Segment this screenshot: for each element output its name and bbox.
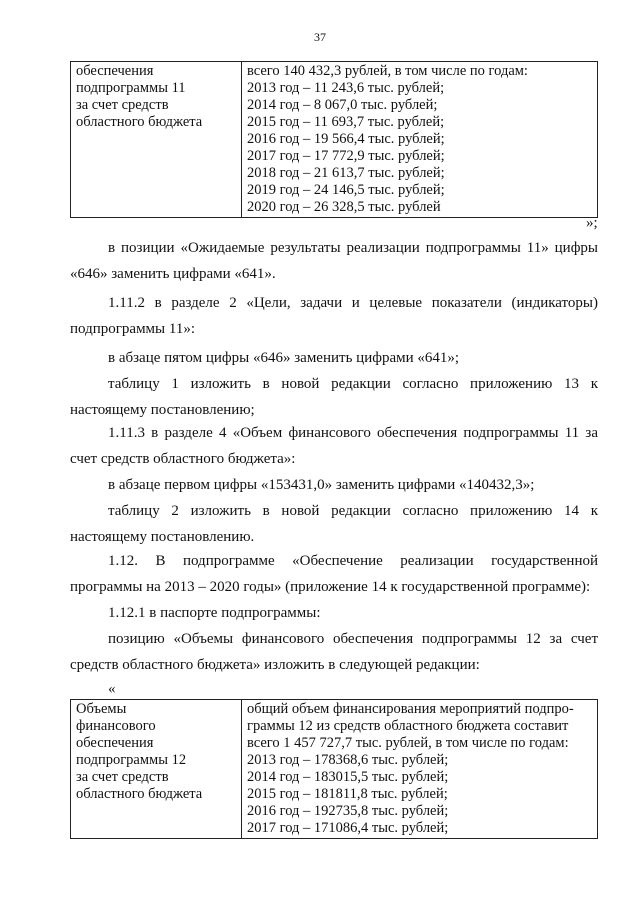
paragraph: в позиции «Ожидаемые результаты реализации подпрограммы 11» цифры «646» заменить цифрами «641». — [70, 240, 598, 282]
page-number: 37 — [314, 30, 326, 44]
cell-line: 2013 год – 11 243,6 тыс. рублей; — [247, 80, 445, 96]
paragraph: 1.12.1 в паспорте подпрограммы: — [108, 605, 321, 621]
table-cell-value — [242, 62, 598, 218]
paragraph: 1.12. В подпрограмме «Обеспечение реализации государственной программы на 2013 – 2020 годы» (приложение 14 к государственной программе): — [70, 553, 598, 595]
closing-quote-mark: »; — [586, 215, 598, 231]
table-cell-label — [71, 700, 242, 839]
cell-line: обеспечения — [76, 63, 154, 79]
cell-line: подпрограммы 11 — [76, 80, 186, 96]
cell-line: 2018 год – 21 613,7 тыс. рублей; — [247, 165, 445, 181]
cell-line: 2014 год – 183015,5 тыс. рублей; — [247, 769, 449, 785]
cell-line: за счет средств — [76, 769, 169, 785]
financing-table-subprogram-11 — [70, 61, 598, 218]
cell-line: Объемы — [76, 701, 127, 717]
cell-line: всего 140 432,3 рублей, в том числе по годам: — [247, 63, 528, 79]
cell-line: всего 1 457 727,7 тыс. рублей, в том числе по годам: — [247, 735, 569, 751]
paragraph: в абзаце первом цифры «153431,0» заменить цифрами «140432,3»; — [108, 477, 535, 493]
paragraph: таблицу 2 изложить в новой редакции согласно приложению 14 к настоящему постановлению. — [70, 503, 598, 545]
table-row — [71, 700, 598, 839]
cell-line: за счет средств — [76, 97, 169, 113]
cell-line: 2019 год – 24 146,5 тыс. рублей; — [247, 182, 445, 198]
cell-line: общий объем финансирования мероприятий подпро- — [247, 701, 574, 717]
cell-line: 2014 год – 8 067,0 тыс. рублей; — [247, 97, 438, 113]
cell-line: областного бюджета — [76, 786, 203, 802]
paragraph: в абзаце пятом цифры «646» заменить цифрами «641»; — [108, 350, 460, 366]
paragraph: 1.11.3 в разделе 4 «Объем финансового обеспечения подпрограммы 11 за счет средств областного бюджета»: — [70, 425, 598, 467]
cell-line: 2017 год – 171086,4 тыс. рублей; — [247, 820, 449, 836]
cell-line: 2016 год – 192735,8 тыс. рублей; — [247, 803, 449, 819]
cell-line: 2013 год – 178368,6 тыс. рублей; — [247, 752, 449, 768]
cell-line: 2020 год – 26 328,5 тыс. рублей — [247, 199, 441, 215]
opening-quote-mark: « — [108, 681, 116, 697]
paragraph: позицию «Объемы финансового обеспечения подпрограммы 12 за счет средств областного бюджета» изложить в следующей редакции: — [70, 631, 598, 673]
cell-line: 2015 год – 11 693,7 тыс. рублей; — [247, 114, 445, 130]
table-row — [71, 62, 598, 218]
cell-line: обеспечения — [76, 735, 154, 751]
cell-line: подпрограммы 12 — [76, 752, 187, 768]
paragraph: 1.11.2 в разделе 2 «Цели, задачи и целевые показатели (индикаторы) подпрограммы 11»: — [70, 295, 598, 337]
paragraph: таблицу 1 изложить в новой редакции согласно приложению 13 к настоящему постановлению; — [70, 376, 598, 418]
cell-line: 2015 год – 181811,8 тыс. рублей; — [247, 786, 448, 802]
cell-line: граммы 12 из средств областного бюджета составит — [247, 718, 569, 734]
cell-line: 2016 год – 19 566,4 тыс. рублей; — [247, 131, 445, 147]
cell-line: областного бюджета — [76, 114, 203, 130]
cell-line: финансового — [76, 718, 156, 734]
cell-line: 2017 год – 17 772,9 тыс. рублей; — [247, 148, 445, 164]
financing-table-subprogram-12 — [70, 699, 598, 839]
table-cell-value — [242, 700, 598, 839]
table-cell-label — [71, 62, 242, 218]
